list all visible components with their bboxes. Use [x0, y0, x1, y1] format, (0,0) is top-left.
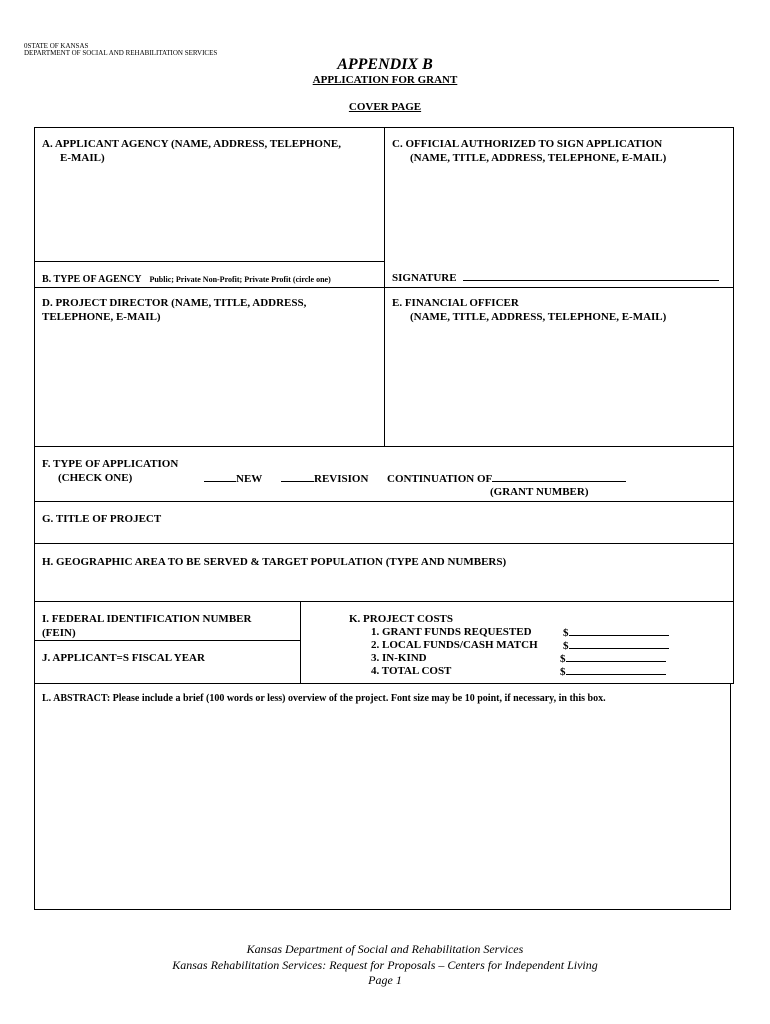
- section-e-label: E. FINANCIAL OFFICER (NAME, TITLE, ADDRESS, TELEPHONE, E-MAIL): [392, 297, 667, 323]
- appendix-title: APPENDIX B: [337, 56, 433, 73]
- continuation-option[interactable]: CONTINUATION OF: [387, 471, 626, 486]
- section-l-label: L. ABSTRACT: Please include a brief (100 words or less) overview of the project. Font size may be 10 point, if necessary, in this box.: [42, 693, 606, 704]
- signature-row: [392, 270, 719, 285]
- cost-item-4: 4. TOTAL COST: [371, 665, 452, 677]
- section-f-label: F. TYPE OF APPLICATION (CHECK ONE): [42, 458, 179, 484]
- section-b-label: B. TYPE OF AGENCY Public; Private Non-Profit; Private Profit (circle one): [42, 274, 331, 285]
- cost-amount-4[interactable]: $: [560, 664, 666, 679]
- state-line: 0STATE OF KANSAS: [24, 42, 89, 50]
- section-j-label: J. APPLICANT=S FISCAL YEAR: [42, 652, 205, 664]
- application-title: APPLICATION FOR GRANT: [312, 74, 458, 86]
- grant-number-caption: (GRANT NUMBER): [490, 486, 589, 498]
- project-title-field[interactable]: [180, 505, 730, 541]
- authorized-official-field[interactable]: [386, 168, 732, 260]
- grant-number-line[interactable]: [492, 471, 626, 482]
- abstract-field[interactable]: [35, 712, 729, 907]
- new-check-line[interactable]: [204, 471, 236, 482]
- applicant-agency-field[interactable]: [35, 168, 383, 260]
- new-option[interactable]: NEW: [204, 471, 262, 486]
- footer-page-number: Page 1: [368, 973, 402, 987]
- cost-item-3: 3. IN-KIND: [371, 652, 427, 664]
- revision-check-line[interactable]: [281, 471, 314, 482]
- cost-amount-2[interactable]: $: [563, 638, 669, 653]
- cost-item-1: 1. GRANT FUNDS REQUESTED: [371, 626, 532, 638]
- section-h-label: H. GEOGRAPHIC AREA TO BE SERVED & TARGET POPULATION (TYPE AND NUMBERS): [42, 556, 507, 568]
- signature-line[interactable]: [463, 270, 719, 281]
- agency-type-options[interactable]: Public; Private Non-Profit; Private Profit (circle one): [149, 275, 331, 284]
- section-d-label: D. PROJECT DIRECTOR (NAME, TITLE, ADDRESS, TELEPHONE, E-MAIL): [42, 297, 307, 323]
- cost-amount-3[interactable]: $: [560, 651, 666, 666]
- footer-program: Kansas Rehabilitation Services: Request for Proposals – Centers for Independent Living: [172, 958, 598, 972]
- section-i-label: I. FEDERAL IDENTIFICATION NUMBER (FEIN): [42, 613, 252, 639]
- cover-page-title: COVER PAGE: [348, 101, 422, 113]
- department-line: DEPARTMENT OF SOCIAL AND REHABILITATION SERVICES: [24, 49, 218, 57]
- geographic-area-field[interactable]: [35, 572, 732, 600]
- footer-agency: Kansas Department of Social and Rehabilitation Services: [246, 942, 524, 956]
- project-director-field[interactable]: [35, 326, 383, 444]
- financial-officer-field[interactable]: [386, 326, 732, 444]
- revision-option[interactable]: REVISION: [281, 471, 368, 486]
- cost-item-2: 2. LOCAL FUNDS/CASH MATCH: [371, 639, 538, 651]
- section-c-label: C. OFFICIAL AUTHORIZED TO SIGN APPLICATION (NAME, TITLE, ADDRESS, TELEPHONE, E-MAIL): [392, 138, 667, 164]
- section-g-label: G. TITLE OF PROJECT: [42, 513, 162, 525]
- signature-label: SIGNATURE: [392, 272, 457, 284]
- section-a-label: A. APPLICANT AGENCY (NAME, ADDRESS, TELEPHONE, E-MAIL): [42, 138, 341, 164]
- cost-amount-1[interactable]: $: [563, 625, 669, 640]
- section-k-label: K. PROJECT COSTS: [349, 613, 454, 625]
